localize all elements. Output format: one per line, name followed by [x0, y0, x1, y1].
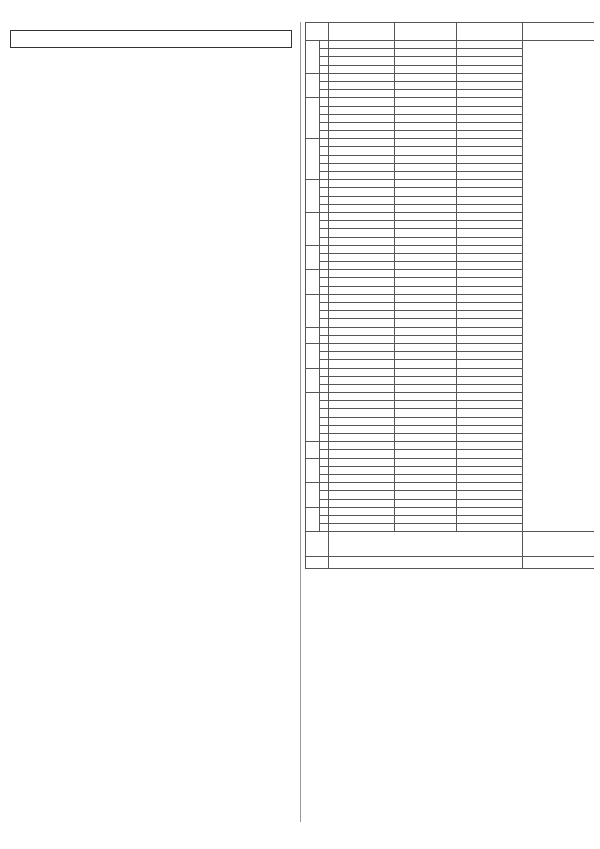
small-group-cell — [457, 180, 523, 188]
row-number — [320, 196, 329, 204]
header-division — [306, 23, 329, 41]
row-number — [320, 450, 329, 458]
region-cell — [329, 221, 395, 229]
row-number — [320, 188, 329, 196]
region-cell — [329, 204, 395, 212]
prayer-cell — [395, 245, 457, 253]
small-group-cell — [457, 196, 523, 204]
small-group-cell — [457, 221, 523, 229]
prayer-cell — [395, 286, 457, 294]
region-cell — [329, 262, 395, 270]
prayer-cell — [395, 270, 457, 278]
prayer-cell — [395, 458, 457, 466]
row-number — [320, 286, 329, 294]
row-number — [320, 204, 329, 212]
region-cell — [329, 65, 395, 73]
row-number — [320, 155, 329, 163]
region-cell — [329, 491, 395, 499]
region-cell — [329, 90, 395, 98]
prayer-cell — [395, 450, 457, 458]
small-group-cell — [457, 106, 523, 114]
row-number — [320, 139, 329, 147]
small-group-cell — [457, 352, 523, 360]
youth-row — [306, 557, 595, 568]
prayer-cell — [395, 237, 457, 245]
group-number — [306, 458, 320, 483]
region-cell — [329, 286, 395, 294]
small-group-cell — [457, 155, 523, 163]
region-cell — [329, 311, 395, 319]
prayer-cell — [395, 368, 457, 376]
prayer-cell — [395, 155, 457, 163]
small-group-cell — [457, 204, 523, 212]
prayer-cell — [395, 98, 457, 106]
row-number — [320, 221, 329, 229]
header-bread-breaking — [523, 23, 595, 41]
region-cell — [329, 442, 395, 450]
row-number — [320, 98, 329, 106]
region-cell — [329, 425, 395, 433]
small-group-cell — [457, 237, 523, 245]
row-number — [320, 90, 329, 98]
region-cell — [329, 466, 395, 474]
small-group-cell — [457, 376, 523, 384]
row-number — [320, 360, 329, 368]
region-cell — [329, 41, 395, 49]
row-number — [320, 466, 329, 474]
region-cell — [329, 417, 395, 425]
row-number — [320, 180, 329, 188]
prayer-cell — [395, 49, 457, 57]
small-group-cell — [457, 303, 523, 311]
region-cell — [329, 294, 395, 302]
group-number — [306, 139, 320, 180]
small-group-cell — [457, 65, 523, 73]
region-cell — [329, 180, 395, 188]
region-cell — [329, 409, 395, 417]
row-number — [320, 106, 329, 114]
prayer-cell — [395, 474, 457, 482]
prayer-cell — [395, 122, 457, 130]
prayer-cell — [395, 188, 457, 196]
small-group-cell — [457, 393, 523, 401]
region-cell — [329, 163, 395, 171]
row-number — [320, 303, 329, 311]
announcements-column — [6, 22, 296, 842]
youth-label — [306, 557, 329, 568]
prayer-cell — [395, 491, 457, 499]
prayer-cell — [395, 180, 457, 188]
prayer-cell — [395, 352, 457, 360]
prayer-cell — [395, 81, 457, 89]
region-cell — [329, 434, 395, 442]
region-cell — [329, 212, 395, 220]
small-group-cell — [457, 114, 523, 122]
row-number — [320, 507, 329, 515]
row-number — [320, 237, 329, 245]
row-number — [320, 442, 329, 450]
small-group-cell — [457, 491, 523, 499]
row-number — [320, 163, 329, 171]
region-cell — [329, 360, 395, 368]
small-group-cell — [457, 90, 523, 98]
children-blank — [329, 532, 523, 557]
row-number — [320, 376, 329, 384]
prayer-cell — [395, 147, 457, 155]
region-cell — [329, 49, 395, 57]
row-number — [320, 278, 329, 286]
small-group-cell — [457, 474, 523, 482]
prayer-cell — [395, 57, 457, 65]
row-number — [320, 327, 329, 335]
row-number — [320, 270, 329, 278]
region-cell — [329, 57, 395, 65]
small-group-cell — [457, 319, 523, 327]
small-group-cell — [457, 188, 523, 196]
group-number — [306, 327, 320, 343]
prayer-cell — [395, 434, 457, 442]
prayer-cell — [395, 327, 457, 335]
small-group-cell — [457, 57, 523, 65]
region-cell — [329, 401, 395, 409]
small-group-cell — [457, 409, 523, 417]
prayer-cell — [395, 229, 457, 237]
row-number — [320, 73, 329, 81]
region-cell — [329, 352, 395, 360]
region-cell — [329, 384, 395, 392]
region-cell — [329, 131, 395, 139]
prayer-cell — [395, 204, 457, 212]
prayer-cell — [395, 278, 457, 286]
row-number — [320, 434, 329, 442]
prayer-cell — [395, 335, 457, 343]
small-group-cell — [457, 212, 523, 220]
small-group-cell — [457, 417, 523, 425]
prayer-cell — [395, 401, 457, 409]
prayer-cell — [395, 163, 457, 171]
children-youth-table — [305, 531, 594, 568]
prayer-cell — [395, 343, 457, 351]
region-cell — [329, 139, 395, 147]
group-number — [306, 483, 320, 508]
region-cell — [329, 253, 395, 261]
small-group-cell — [457, 311, 523, 319]
region-cell — [329, 172, 395, 180]
region-cell — [329, 368, 395, 376]
small-group-cell — [457, 229, 523, 237]
region-cell — [329, 483, 395, 491]
prayer-items-box — [10, 30, 292, 48]
small-group-cell — [457, 131, 523, 139]
small-group-cell — [457, 270, 523, 278]
prayer-cell — [395, 425, 457, 433]
small-group-cell — [457, 343, 523, 351]
row-number — [320, 491, 329, 499]
group-number — [306, 442, 320, 458]
column-divider — [300, 22, 301, 822]
small-group-cell — [457, 147, 523, 155]
region-cell — [329, 106, 395, 114]
region-cell — [329, 343, 395, 351]
prayer-cell — [395, 65, 457, 73]
region-cell — [329, 229, 395, 237]
row-number — [320, 41, 329, 49]
row-number — [320, 474, 329, 482]
small-group-cell — [457, 401, 523, 409]
prayer-cell — [395, 73, 457, 81]
prayer-cell — [395, 319, 457, 327]
row-number — [320, 319, 329, 327]
row-number — [320, 384, 329, 392]
small-group-cell — [457, 450, 523, 458]
small-group-cell — [457, 425, 523, 433]
row-number — [320, 294, 329, 302]
row-number — [320, 253, 329, 261]
row-number — [320, 458, 329, 466]
group-number — [306, 73, 320, 98]
prayer-cell — [395, 253, 457, 261]
prayer-cell — [395, 262, 457, 270]
small-group-cell — [457, 98, 523, 106]
header-prayer — [395, 23, 457, 41]
region-cell — [329, 499, 395, 507]
group-number — [306, 212, 320, 245]
row-number — [320, 147, 329, 155]
group-number — [306, 41, 320, 74]
row-number — [320, 114, 329, 122]
group-number — [306, 98, 320, 139]
region-cell — [329, 450, 395, 458]
region-cell — [329, 393, 395, 401]
prayer-cell — [395, 90, 457, 98]
prayer-cell — [395, 196, 457, 204]
prayer-cell — [395, 466, 457, 474]
region-cell — [329, 319, 395, 327]
row-number — [320, 393, 329, 401]
small-group-cell — [457, 515, 523, 523]
region-cell — [329, 122, 395, 130]
table-header-row — [306, 23, 595, 41]
prayer-cell — [395, 483, 457, 491]
prayer-cell — [395, 384, 457, 392]
group-number — [306, 245, 320, 270]
row-number — [320, 57, 329, 65]
row-number — [320, 368, 329, 376]
row-number — [320, 131, 329, 139]
region-cell — [329, 270, 395, 278]
small-group-cell — [457, 49, 523, 57]
small-group-cell — [457, 434, 523, 442]
header-region — [329, 23, 395, 41]
region-cell — [329, 237, 395, 245]
prayer-cell — [395, 106, 457, 114]
small-group-cell — [457, 41, 523, 49]
row-number — [320, 483, 329, 491]
small-group-cell — [457, 139, 523, 147]
prayer-cell — [395, 221, 457, 229]
prayer-cell — [395, 303, 457, 311]
region-cell — [329, 155, 395, 163]
schedule-column — [305, 22, 594, 842]
region-cell — [329, 376, 395, 384]
region-cell — [329, 245, 395, 253]
group-number — [306, 294, 320, 327]
youth-meeting — [523, 557, 595, 568]
small-group-cell — [457, 278, 523, 286]
group-number — [306, 393, 320, 442]
small-group-cell — [457, 458, 523, 466]
header-small-group — [457, 23, 523, 41]
region-cell — [329, 114, 395, 122]
bread-breaking-location — [523, 41, 595, 532]
group-number — [306, 180, 320, 213]
region-cell — [329, 458, 395, 466]
prayer-cell — [395, 499, 457, 507]
small-group-cell — [457, 163, 523, 171]
row-number — [320, 81, 329, 89]
row-number — [320, 49, 329, 57]
row-number — [320, 401, 329, 409]
small-group-cell — [457, 245, 523, 253]
region-cell — [329, 98, 395, 106]
group-number — [306, 343, 320, 368]
row-number — [320, 343, 329, 351]
children-row — [306, 532, 595, 557]
region-cell — [329, 335, 395, 343]
prayer-cell — [395, 114, 457, 122]
small-group-cell — [457, 327, 523, 335]
small-group-cell — [457, 294, 523, 302]
region-cell — [329, 515, 395, 523]
prayer-cell — [395, 41, 457, 49]
row-number — [320, 515, 329, 523]
region-cell — [329, 196, 395, 204]
prayer-cell — [395, 212, 457, 220]
row-number — [320, 425, 329, 433]
prayer-cell — [395, 131, 457, 139]
region-cell — [329, 147, 395, 155]
row-number — [320, 311, 329, 319]
small-group-cell — [457, 507, 523, 515]
small-group-cell — [457, 262, 523, 270]
meeting-schedule-table — [305, 22, 594, 532]
small-group-cell — [457, 499, 523, 507]
small-group-cell — [457, 73, 523, 81]
row-number — [320, 409, 329, 417]
row-number — [320, 335, 329, 343]
row-number — [320, 172, 329, 180]
group-number — [306, 368, 320, 393]
region-cell — [329, 188, 395, 196]
youth-text — [329, 557, 523, 568]
row-number — [320, 122, 329, 130]
prayer-cell — [395, 172, 457, 180]
small-group-cell — [457, 360, 523, 368]
region-cell — [329, 327, 395, 335]
region-cell — [329, 73, 395, 81]
prayer-cell — [395, 417, 457, 425]
group-number — [306, 270, 320, 295]
prayer-cell — [395, 393, 457, 401]
region-cell — [329, 474, 395, 482]
prayer-cell — [395, 409, 457, 417]
prayer-cell — [395, 376, 457, 384]
row-number — [320, 499, 329, 507]
region-cell — [329, 278, 395, 286]
row-number — [320, 65, 329, 73]
small-group-cell — [457, 384, 523, 392]
small-group-cell — [457, 172, 523, 180]
row-number — [320, 417, 329, 425]
prayer-cell — [395, 515, 457, 523]
small-group-cell — [457, 483, 523, 491]
prayer-cell — [395, 442, 457, 450]
row-number — [320, 212, 329, 220]
children-meeting — [523, 532, 595, 557]
children-label — [306, 532, 329, 557]
row-number — [320, 352, 329, 360]
row-number — [320, 245, 329, 253]
row-number — [320, 262, 329, 270]
small-group-cell — [457, 368, 523, 376]
small-group-cell — [457, 286, 523, 294]
small-group-cell — [457, 81, 523, 89]
group-number — [306, 507, 320, 532]
region-cell — [329, 81, 395, 89]
small-group-cell — [457, 466, 523, 474]
prayer-cell — [395, 311, 457, 319]
row-number — [320, 229, 329, 237]
region-cell — [329, 303, 395, 311]
small-group-cell — [457, 253, 523, 261]
prayer-cell — [395, 360, 457, 368]
small-group-cell — [457, 335, 523, 343]
small-group-cell — [457, 442, 523, 450]
prayer-cell — [395, 507, 457, 515]
region-cell — [329, 507, 395, 515]
small-group-cell — [457, 122, 523, 130]
table-row — [306, 41, 595, 49]
prayer-cell — [395, 294, 457, 302]
prayer-cell — [395, 139, 457, 147]
